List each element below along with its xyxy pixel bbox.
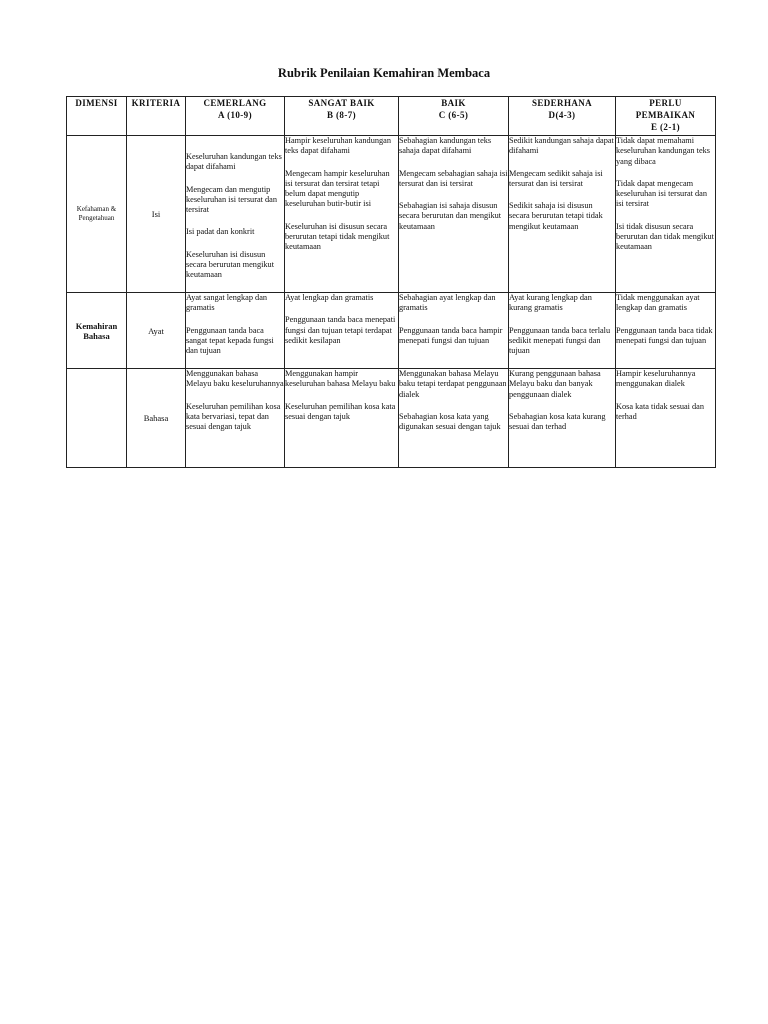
rubric-cell: Ayat lengkap dan gramatis Penggunaan tanda baca menepati fungsi dan tujuan tetapi terdapat sedikit kesilapan — [285, 293, 399, 369]
rubric-cell: Hampir keseluruhannya menggunakan dialek Kosa kata tidak sesuai dan terhad — [616, 369, 716, 468]
rubric-cell: Hampir keseluruhan kandungan teks dapat difahami Mengecam hampir keseluruhan isi tersurat dan tersirat tetapi belum dapat mengutip keseluruhan butir-butir isi Keseluruhan isi disusun secara berurutan tetapi tidak mengikut keutamaan — [285, 136, 399, 293]
rubric-cell: Tidak dapat memahami keseluruhan kandungan teks yang dibaca Tidak dapat mengecam keseluruhan isi tersurat dan isi tersirat Isi tidak disusun secara berurutan dan tidak mengikut keutamaan — [616, 136, 716, 293]
criterion-cell: Isi — [127, 136, 186, 293]
table-row — [67, 369, 716, 468]
rubric-table — [66, 96, 716, 468]
header-perlu-pembaikan: PERLU PEMBAIKAN E (2-1) — [616, 97, 716, 136]
page-title: Rubrik Penilaian Kemahiran Membaca — [277, 66, 491, 80]
rubric-cell: Sebahagian kandungan teks sahaja dapat difahami Mengecam sebahagian sahaja isi tersurat dan isi tersirat Sebahagian isi sahaja disusun secara berurutan dan mengikut keutamaan — [399, 136, 509, 293]
rubric-cell: Keseluruhan kandungan teks dapat difahami Mengecam dan mengutip keseluruhan isi tersurat dan tersirat Isi padat dan konkrit Keseluruhan isi disusun secara berurutan mengikut keutamaan — [186, 136, 285, 293]
rubric-cell: Menggunakan bahasa Melayu baku keseluruhannya Keseluruhan pemilihan kosa kata bervariasi, tepat dan sesuai dengan tajuk — [186, 369, 285, 468]
table-row — [67, 293, 716, 369]
header-row — [67, 97, 716, 136]
header-dimensi: DIMENSI — [67, 97, 127, 136]
dimension-cell — [67, 369, 127, 468]
rubric-cell: Ayat sangat lengkap dan gramatis Penggunaan tanda baca sangat tepat kepada fungsi dan tujuan — [186, 293, 285, 369]
header-kriteria: KRITERIA — [127, 97, 186, 136]
header-baik: BAIK C (6-5) — [399, 97, 509, 136]
rubric-cell: Sebahagian ayat lengkap dan gramatis Penggunaan tanda baca hampir menepati fungsi dan tujuan — [399, 293, 509, 369]
dimension-cell: Kemahiran Bahasa — [67, 293, 127, 369]
header-sederhana: SEDERHANA D(4-3) — [509, 97, 616, 136]
rubric-cell: Kurang penggunaan bahasa Melayu baku dan banyak penggunaan dialek Sebahagian kosa kata kurang sesuai dan terhad — [509, 369, 616, 468]
dimension-cell: Kefahaman & Pengetahuan — [67, 136, 127, 293]
rubric-cell: Ayat kurang lengkap dan kurang gramatis Penggunaan tanda baca terlalu sedikit menepati fungsi dan tujuan — [509, 293, 616, 369]
rubric-cell: Menggunakan bahasa Melayu baku tetapi terdapat penggunaan dialek Sebahagian kosa kata yang digunakan sesuai dengan tajuk — [399, 369, 509, 468]
table-row — [67, 136, 716, 293]
rubric-cell: Sedikit kandungan sahaja dapat difahami Mengecam sedikit sahaja isi tersurat dan isi tersirat Sedikit sahaja isi disusun secara berurutan tetapi tidak mengikut keutamaan — [509, 136, 616, 293]
header-sangat-baik: SANGAT BAIK B (8-7) — [285, 97, 399, 136]
rubric-cell: Tidak menggunakan ayat lengkap dan gramatis Penggunaan tanda baca tidak menepati fungsi dan tujuan — [616, 293, 716, 369]
criterion-cell: Ayat — [127, 293, 186, 369]
rubric-cell: Menggunakan hampir keseluruhan bahasa Melayu baku Keseluruhan pemilihan kosa kata sesuai dengan tajuk — [285, 369, 399, 468]
criterion-cell: Bahasa — [127, 369, 186, 468]
header-cemerlang: CEMERLANG A (10-9) — [186, 97, 285, 136]
